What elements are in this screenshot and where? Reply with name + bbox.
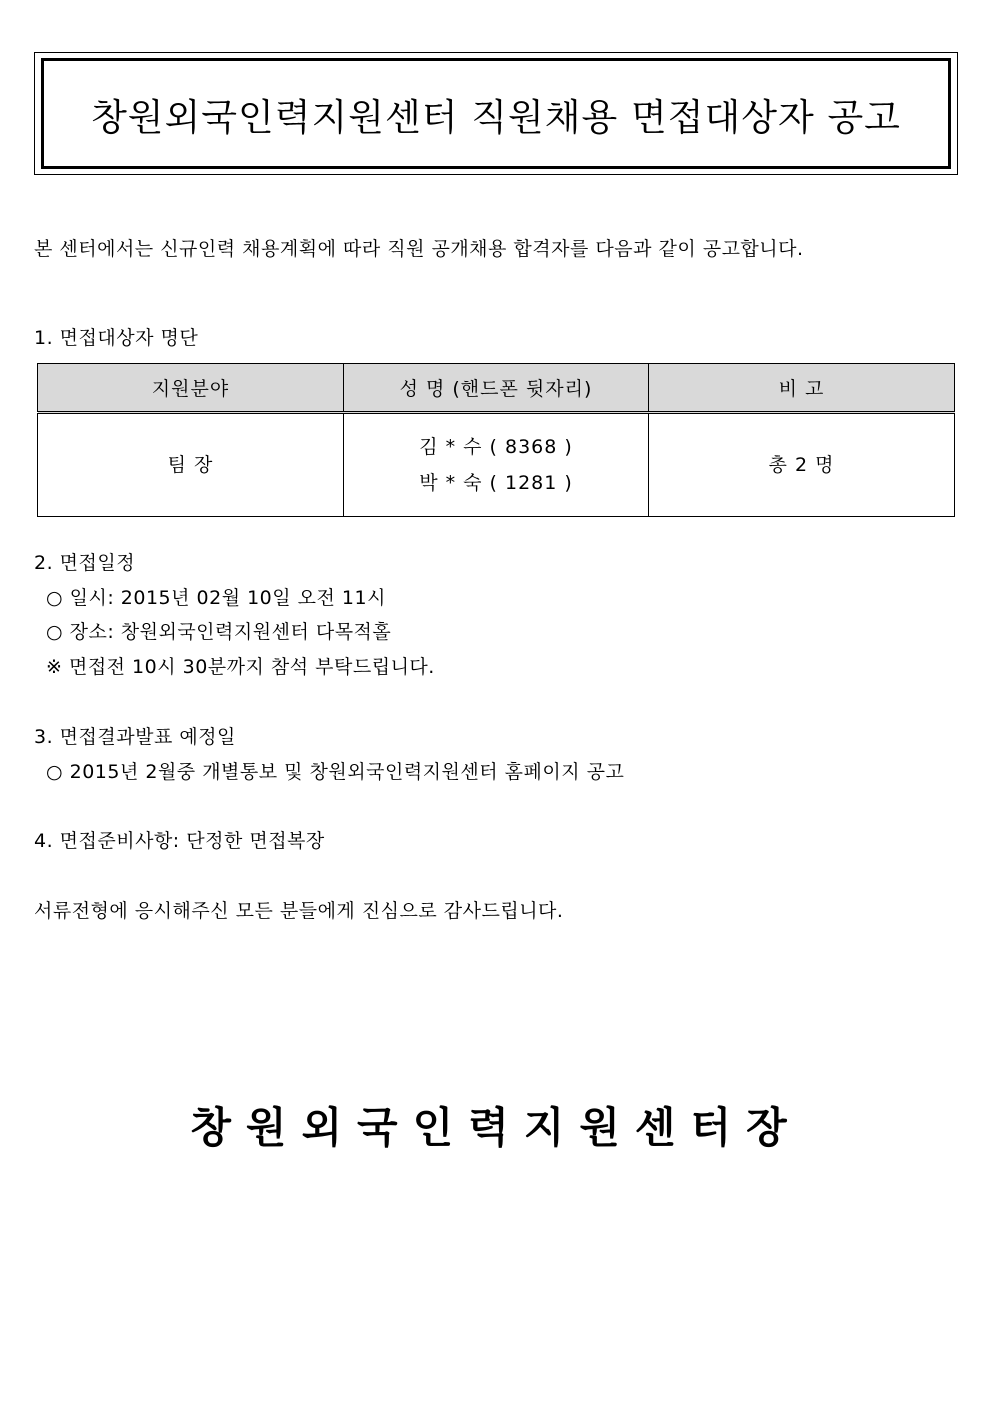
document-title: 창원외국인력지원센터 직원채용 면접대상자 공고 [91,95,901,139]
signature: 창원외국인력지원센터장 [190,1103,802,1152]
candidate-name: 김 * 수 ( 8368 ) [419,436,573,458]
cell-names [344,413,649,517]
table-row [38,413,955,517]
cell-field: 팀 장 [38,413,344,517]
title-box-inner [41,58,951,169]
cell-note: 총 2 명 [649,413,955,517]
candidate-table [37,363,955,517]
title-box [34,52,958,175]
section4-heading: 4. 면접준비사항: 단정한 면접복장 [34,830,325,852]
section1-heading: 1. 면접대상자 명단 [34,327,199,349]
table-header-row [38,364,955,413]
announce-item: ○ 2015년 2월중 개별통보 및 창원외국인력지원센터 홈페이지 공고 [46,761,625,783]
header-note: 비 고 [649,364,955,413]
header-field: 지원분야 [38,364,344,413]
closing-text: 서류전형에 응시해주신 모든 분들에게 진심으로 감사드립니다. [34,900,564,922]
candidate-name: 박 * 숙 ( 1281 ) [419,472,573,494]
section2-heading: 2. 면접일정 [34,552,136,574]
schedule-item: ○ 장소: 창원외국인력지원센터 다목적홀 [46,621,392,643]
schedule-item: ○ 일시: 2015년 02월 10일 오전 11시 [46,587,386,609]
intro-text: 본 센터에서는 신규인력 채용계획에 따라 직원 공개채용 합격자를 다음과 같이 공고합니다. [34,238,804,260]
section3-heading: 3. 면접결과발표 예정일 [34,726,236,748]
schedule-note: ※ 면접전 10시 30분까지 참석 부탁드립니다. [46,656,435,678]
header-name: 성 명 (핸드폰 뒷자리) [344,364,649,413]
